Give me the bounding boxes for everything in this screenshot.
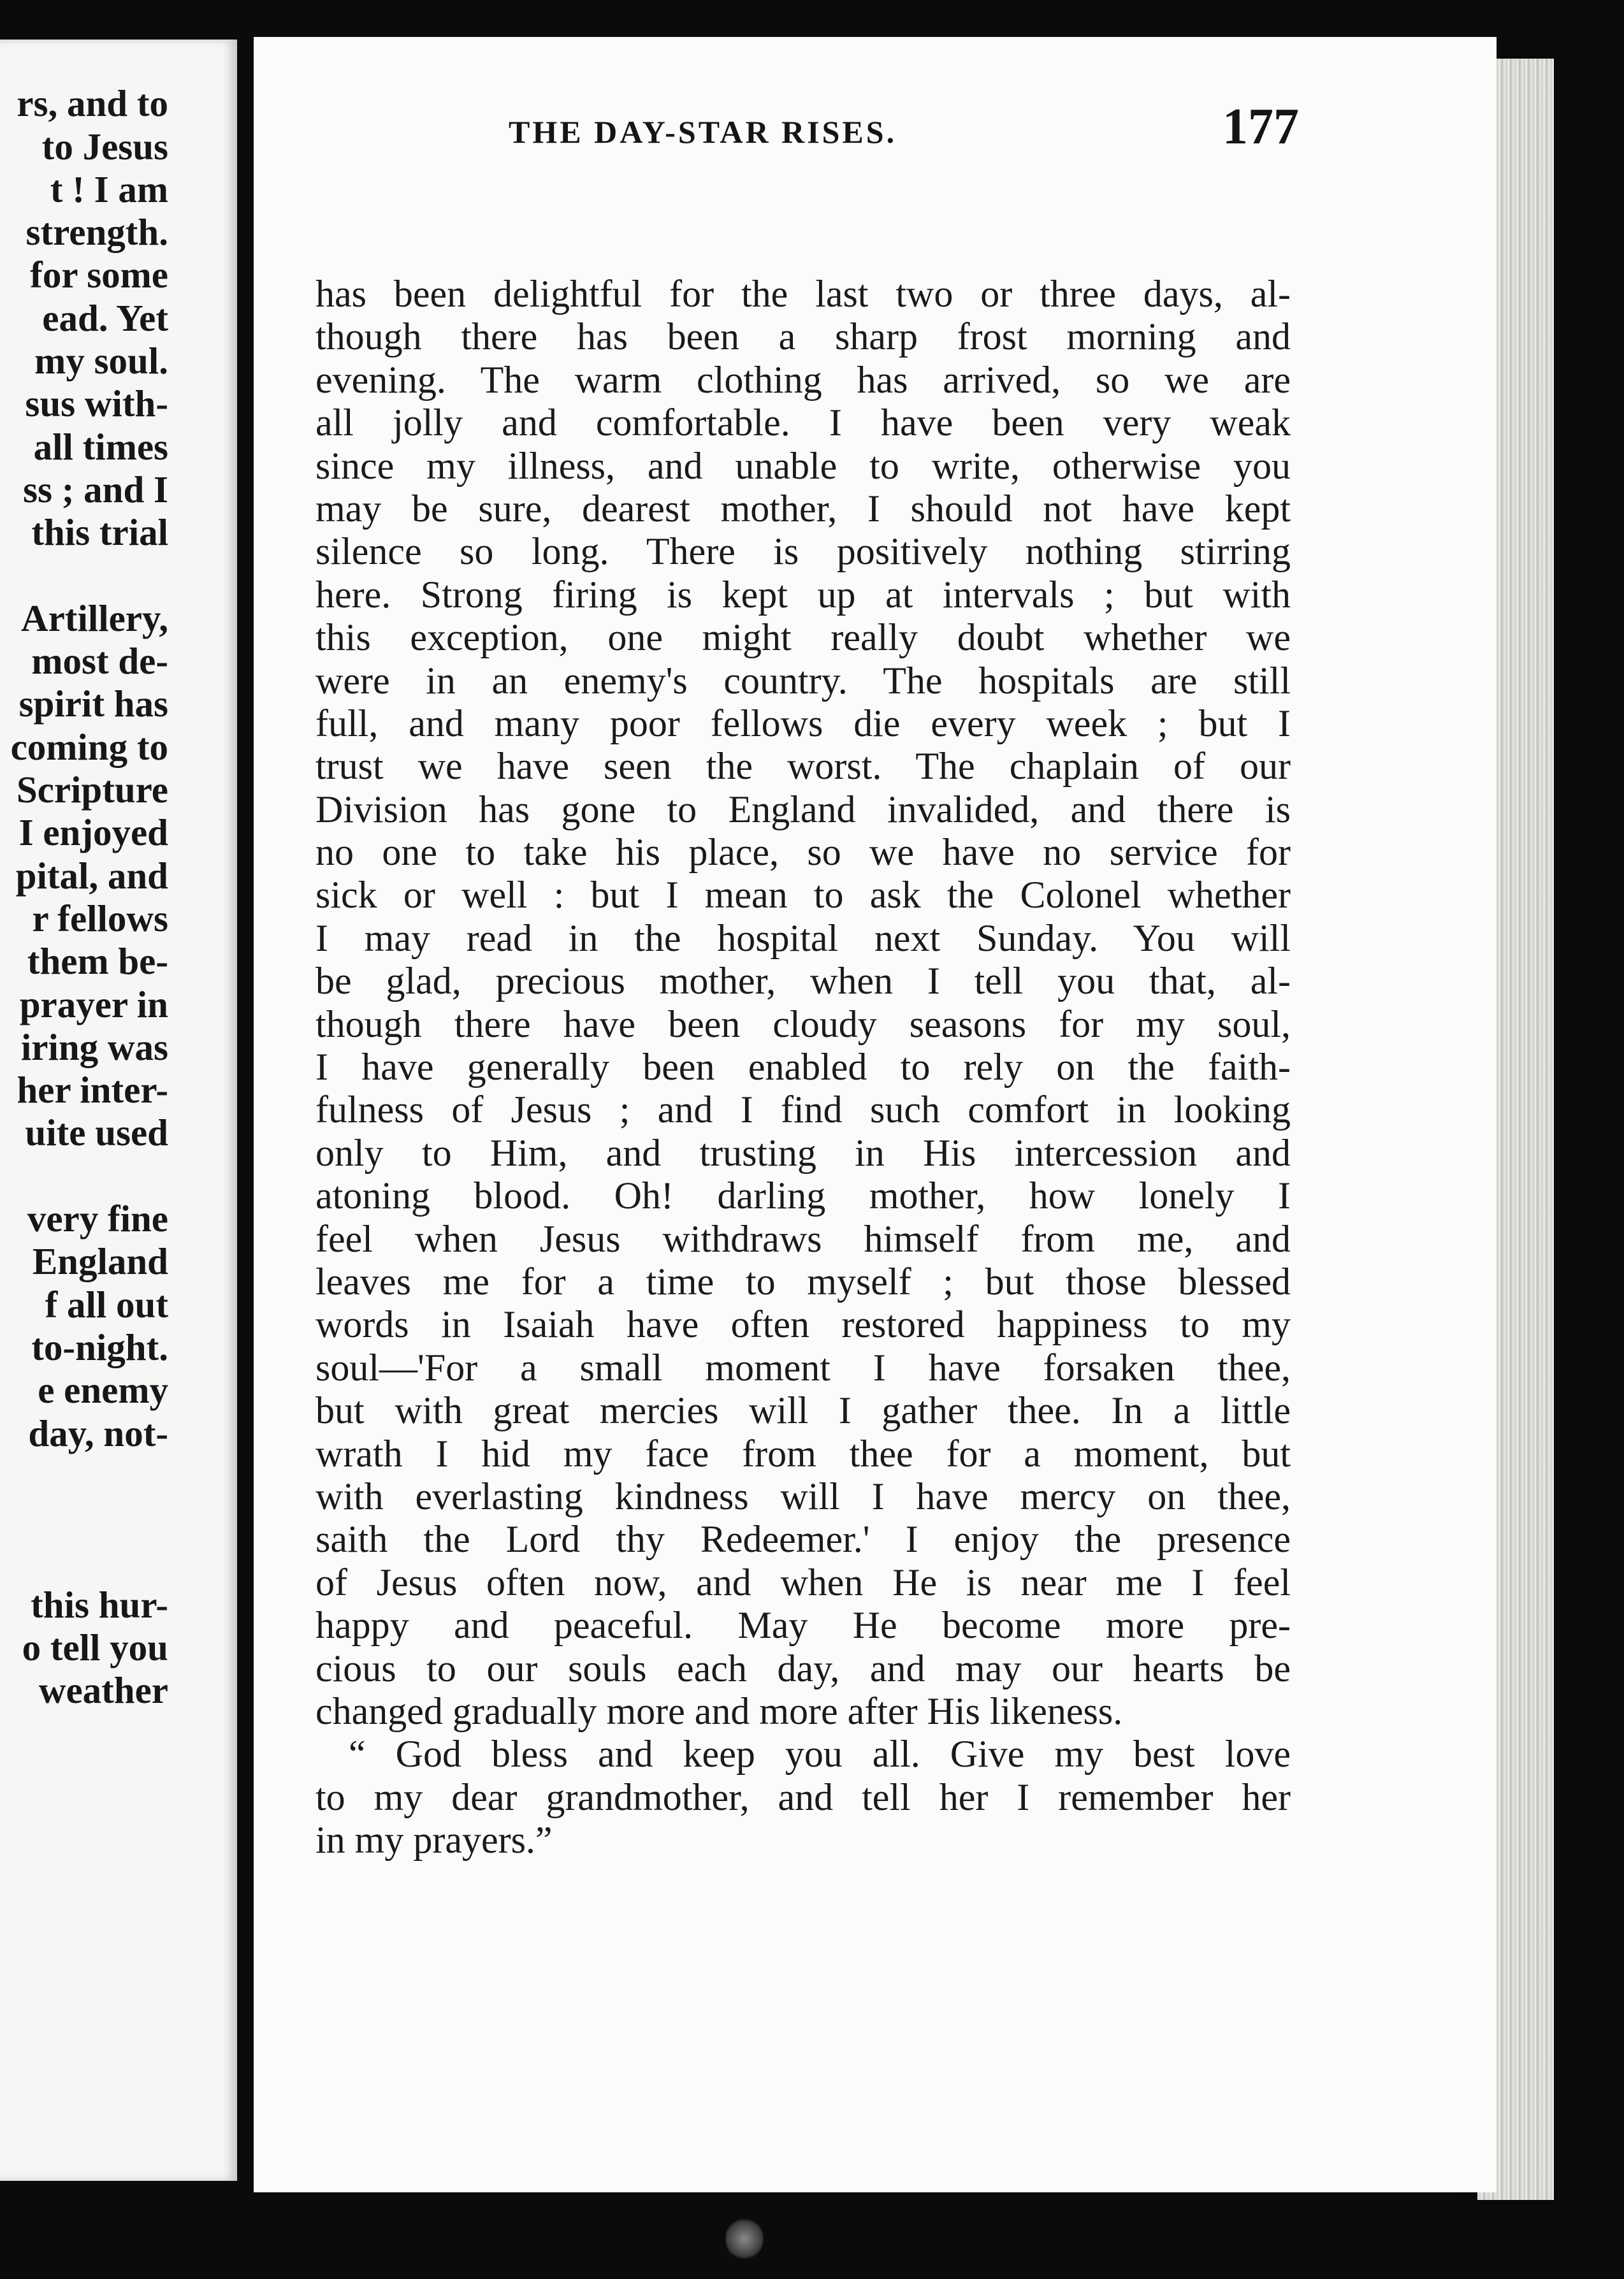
text-line: all jolly and comfortable. I have been very weak [315,402,1291,444]
text-line: though there have been cloudy seasons for my soul, [315,1002,1291,1045]
text-line: saith the Lord thy Redeemer.' I enjoy the presence [315,1518,1291,1561]
text-line: changed gradually more and more after His likeness. [315,1689,1123,1732]
previous-page-line: my soul. [34,340,168,382]
text-line: I may read in the hospital next Sunday. You will [315,916,1291,959]
previous-page-line: r fellows [32,897,168,939]
book-page [254,37,1497,2192]
previous-page-line: most de- [31,640,168,683]
previous-page-line: ss ; and I [23,468,168,510]
previous-page-line: o tell you [22,1626,168,1668]
previous-page-line: rs, and to [17,82,168,125]
text-line: atoning blood. Oh! darling mother, how lonely I [315,1175,1291,1217]
previous-page-line: sus with- [25,382,168,425]
text-line: leaves me for a time to myself ; but those blessed [315,1260,1291,1303]
text-line: may be sure, dearest mother, I should not have kept [315,487,1291,530]
text-line: fulness of Jesus ; and I find such comfort in looking [315,1089,1291,1131]
previous-page-line: to-night. [31,1326,168,1368]
text-line: silence so long. There is positively nothing stirring [315,530,1291,573]
text-line: cious to our souls each day, and may our hearts be [315,1647,1291,1689]
page-number: 177 [1222,99,1299,155]
previous-page-line: uite used [25,1111,168,1154]
previous-page-line: prayer in [19,983,168,1025]
running-title: THE DAY-STAR RISES. [509,114,897,150]
previous-page-line: her inter- [17,1069,168,1111]
text-line: I have generally been enabled to rely on the faith- [315,1046,1291,1089]
previous-page-line: this trial [31,511,168,554]
text-line: happy and peaceful. May He become more pre- [315,1604,1291,1647]
previous-page-line: weather [38,1669,168,1712]
text-line: feel when Jesus withdraws himself from me, and [315,1217,1291,1260]
text-line: of Jesus often now, and when He is near me I feel [315,1561,1291,1603]
text-line: full, and many poor fellows die every week ; but I [315,702,1291,744]
previous-page-line: iring was [20,1025,168,1068]
scan-smudge [725,2217,764,2261]
previous-page-line: them be- [27,940,168,983]
text-line: with everlasting kindness will I have mercy on thee, [315,1475,1291,1517]
text-line: wrath I hid my face from thee for a moment, but [315,1432,1291,1475]
previous-page-line: e enemy [38,1369,168,1412]
text-line: were in an enemy's country. The hospitals are still [315,659,1291,702]
previous-page-line: to Jesus [41,125,168,168]
text-line: but with great mercies will I gather thee. In a little [315,1389,1291,1432]
text-line: be glad, precious mother, when I tell you that, al- [315,960,1291,1002]
text-line: this exception, one might really doubt whether we [315,616,1291,659]
text-line: to my dear grandmother, and tell her I remember her [315,1776,1291,1818]
previous-page-line: coming to [10,725,168,768]
previous-page [0,40,237,2181]
text-line: though there has been a sharp frost morning and [315,315,1291,358]
previous-page-line: Scripture [16,769,168,811]
text-line: in my prayers.” [315,1819,553,1862]
text-line: since my illness, and unable to write, otherwise you [315,444,1291,487]
text-line: “ God bless and keep you all. Give my best love [349,1733,1291,1776]
text-line: soul—'For a small moment I have forsaken thee, [315,1346,1291,1389]
previous-page-line: England [32,1240,168,1283]
text-line: Division has gone to England invalided, and there is [315,788,1291,830]
previous-page-line: this hur- [31,1583,168,1626]
text-line: has been delightful for the last two or three days, al- [315,273,1291,315]
previous-page-text [0,40,168,1712]
previous-page-line: Artillery, [21,597,168,639]
previous-page-line: day, not- [28,1412,168,1454]
previous-page-line: all times [33,425,168,468]
previous-page-line: I enjoyed [18,811,168,854]
text-line: trust we have seen the worst. The chaplain of our [315,745,1291,788]
previous-page-line: for some [30,254,168,296]
previous-page-line: strength. [25,211,168,254]
previous-page-line: ead. Yet [42,296,168,339]
text-line: here. Strong firing is kept up at intervals ; but with [315,573,1291,616]
previous-page-line: spirit has [18,683,168,725]
text-line: words in Isaiah have often restored happiness to my [315,1303,1291,1346]
text-line: no one to take his place, so we have no service for [315,831,1291,874]
previous-page-line: pital, and [15,854,168,897]
previous-page-line: f all out [45,1283,168,1326]
page-body-text [315,273,1291,1862]
previous-page-line: very fine [27,1197,168,1240]
text-line: only to Him, and trusting in His intercession and [315,1131,1291,1174]
text-line: evening. The warm clothing has arrived, so we are [315,358,1291,401]
previous-page-line: t ! I am [50,168,168,210]
text-line: sick or well : but I mean to ask the Colonel whether [315,874,1291,916]
